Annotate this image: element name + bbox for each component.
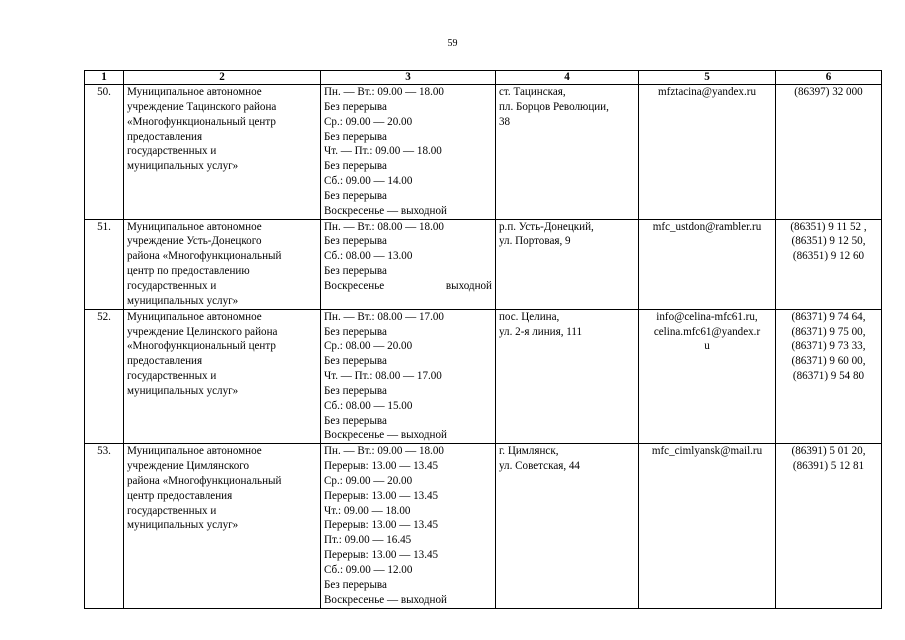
- address-line: г. Цимлянск,: [499, 445, 559, 458]
- working-hours-line: Без перерыва: [324, 160, 387, 173]
- organization-name: [124, 309, 321, 444]
- working-hours-line: Без перерыва: [324, 384, 387, 397]
- working-hours-line: Сб.: 08.00 — 15.00: [324, 399, 413, 412]
- table-row: [85, 309, 882, 444]
- organization-name-line: муниципальных услуг»: [127, 384, 239, 397]
- table-row: [85, 85, 882, 220]
- working-hours-line: Пн. — Вт.: 08.00 — 17.00: [324, 310, 444, 323]
- email: [639, 219, 776, 309]
- working-hours-line: Без перерыва: [324, 189, 387, 202]
- working-hours-line: Ср.: 08.00 — 20.00: [324, 340, 413, 353]
- working-hours: [321, 219, 496, 309]
- phone-numbers: [776, 444, 882, 608]
- organization-name-line: Муниципальное автономное: [127, 86, 262, 98]
- organization-name-line: государственных и: [127, 504, 217, 517]
- working-hours-line: Сб.: 09.00 — 12.00: [324, 564, 413, 576]
- working-hours-line: Чт. — Пт.: 08.00 — 17.00: [324, 370, 442, 383]
- address-line: пл. Борцов Революции,: [499, 100, 609, 113]
- header-col-6: 6: [776, 71, 882, 85]
- phone-numbers-line: (86391) 5 01 20,: [791, 445, 866, 458]
- address: [496, 444, 639, 608]
- organization-name-line: предоставления: [127, 130, 203, 143]
- organization-name-line: муниципальных услуг»: [127, 294, 239, 307]
- phone-numbers-line: (86397) 32 000: [794, 86, 863, 98]
- phone-numbers-line: (86371) 9 74 64,: [791, 310, 866, 323]
- header-col-5: 5: [639, 71, 776, 85]
- email-line[interactable]: mfc_ustdon@rambler.ru: [652, 220, 762, 233]
- organization-name-line: государственных и: [127, 370, 217, 383]
- email-line[interactable]: info@celina-mfc61.ru,: [656, 310, 758, 323]
- working-hours-line: Ср.: 09.00 — 20.00: [324, 115, 413, 128]
- working-hours-line: Пн. — Вт.: 09.00 — 18.00: [324, 445, 444, 458]
- working-hours-line: Перерыв: 13.00 — 13.45: [324, 489, 439, 502]
- organization-name-line: центр по предоставлению: [127, 265, 250, 278]
- working-hours-line: Без перерыва: [324, 100, 387, 113]
- working-hours-line: Чт. — Пт.: 09.00 — 18.00: [324, 145, 442, 158]
- organization-name-line: района «Многофункциональный: [127, 474, 282, 487]
- phone-numbers: [776, 219, 882, 309]
- organization-name-line: «Многофункциональный центр: [127, 115, 276, 128]
- phone-numbers-line: (86391) 5 12 81: [792, 460, 865, 473]
- organization-name-line: Муниципальное автономное: [127, 445, 262, 458]
- working-hours-line: Воскресенье — выходной: [324, 593, 447, 606]
- email-line[interactable]: u: [704, 340, 710, 353]
- page-number: 59: [447, 38, 458, 49]
- row-number: 52.: [85, 309, 124, 444]
- header-col-3: 3: [321, 71, 496, 85]
- email: [639, 309, 776, 444]
- table-row: [85, 444, 882, 608]
- address-line: ул. Портовая, 9: [499, 235, 571, 248]
- header-row: [85, 71, 882, 85]
- organization-name-line: Муниципальное автономное: [127, 310, 262, 323]
- address: [496, 309, 639, 444]
- working-hours-line: Пт.: 09.00 — 16.45: [324, 534, 412, 547]
- address-line: ул. 2-я линия, 111: [499, 325, 583, 338]
- phone-numbers-line: (86371) 9 60 00,: [791, 355, 866, 368]
- row-number: 50.: [85, 85, 124, 220]
- phone-numbers: [776, 85, 882, 220]
- organization-name-line: «Многофункциональный центр: [127, 340, 276, 353]
- phone-numbers-line: (86371) 9 75 00,: [791, 325, 866, 338]
- header-col-2: 2: [124, 71, 321, 85]
- organization-name-line: муниципальных услуг»: [127, 160, 239, 173]
- working-hours: [321, 85, 496, 220]
- mfc-table: [84, 70, 882, 609]
- working-hours-line: Воскресенье выходной: [324, 279, 492, 292]
- row-number: 51.: [85, 219, 124, 309]
- email: [639, 444, 776, 608]
- working-hours-line: Перерыв: 13.00 — 13.45: [324, 549, 439, 562]
- working-hours-line: Без перерыва: [324, 414, 387, 427]
- organization-name: [124, 219, 321, 309]
- organization-name: [124, 85, 321, 220]
- address-line: ст. Тацинская,: [499, 86, 566, 98]
- email-line[interactable]: celina.mfc61@yandex.r: [653, 325, 761, 338]
- address-line: пос. Целина,: [499, 310, 560, 323]
- header-col-4: 4: [496, 71, 639, 85]
- working-hours-line: Сб.: 09.00 — 14.00: [324, 175, 413, 188]
- organization-name-line: учреждение Цимлянского: [127, 460, 250, 473]
- working-hours: [321, 309, 496, 444]
- table-row: [85, 219, 882, 309]
- organization-name-line: района «Многофункциональный: [127, 250, 282, 263]
- row-number: 53.: [85, 444, 124, 608]
- email-line[interactable]: mfztacina@yandex.ru: [658, 86, 756, 98]
- organization-name-line: учреждение Тацинского района: [127, 100, 277, 113]
- working-hours: [321, 444, 496, 608]
- organization-name-line: учреждение Усть-Донецкого: [127, 235, 262, 248]
- organization-name-line: государственных и: [127, 145, 217, 158]
- working-hours-line: Пн. — Вт.: 08.00 — 18.00: [324, 220, 444, 233]
- organization-name-line: предоставления: [127, 355, 203, 368]
- phone-numbers-line: (86351) 9 12 60: [792, 250, 865, 263]
- organization-name-line: муниципальных услуг»: [127, 519, 239, 532]
- working-hours-line: Без перерыва: [324, 325, 387, 338]
- organization-name-line: учреждение Целинского района: [127, 325, 278, 338]
- phone-numbers-line: (86371) 9 54 80: [792, 370, 865, 383]
- address: [496, 219, 639, 309]
- organization-name-line: центр предоставления: [127, 489, 233, 502]
- address-line: 38: [499, 115, 511, 128]
- working-hours-line: Без перерыва: [324, 265, 387, 278]
- working-hours-line: Сб.: 08.00 — 13.00: [324, 250, 413, 263]
- working-hours-line: Без перерыва: [324, 578, 387, 591]
- phone-numbers-line: (86371) 9 73 33,: [791, 340, 866, 353]
- organization-name-line: государственных и: [127, 279, 217, 292]
- working-hours-line: Ср.: 09.00 — 20.00: [324, 474, 413, 487]
- address: [496, 85, 639, 220]
- phone-numbers-line: (86351) 9 12 50,: [791, 235, 866, 248]
- working-hours-line: Пн. — Вт.: 09.00 — 18.00: [324, 86, 444, 98]
- working-hours-line: Чт.: 09.00 — 18.00: [324, 504, 411, 517]
- working-hours-line: Без перерыва: [324, 355, 387, 368]
- organization-name: [124, 444, 321, 608]
- phone-numbers: [776, 309, 882, 444]
- email: [639, 85, 776, 220]
- address-line: ул. Советская, 44: [499, 460, 580, 473]
- working-hours-line: Перерыв: 13.00 — 13.45: [324, 519, 439, 532]
- organization-name-line: Муниципальное автономное: [127, 220, 262, 233]
- header-col-1: 1: [85, 71, 124, 85]
- working-hours-line: Воскресенье — выходной: [324, 429, 447, 442]
- address-line: р.п. Усть-Донецкий,: [499, 220, 594, 233]
- working-hours-line: Без перерыва: [324, 130, 387, 143]
- working-hours-line: Без перерыва: [324, 235, 387, 248]
- phone-numbers-line: (86351) 9 11 52 ,: [790, 220, 867, 233]
- working-hours-line: Перерыв: 13.00 — 13.45: [324, 460, 439, 473]
- email-line[interactable]: mfc_cimlyansk@mail.ru: [651, 445, 763, 458]
- working-hours-line: Воскресенье — выходной: [324, 204, 447, 217]
